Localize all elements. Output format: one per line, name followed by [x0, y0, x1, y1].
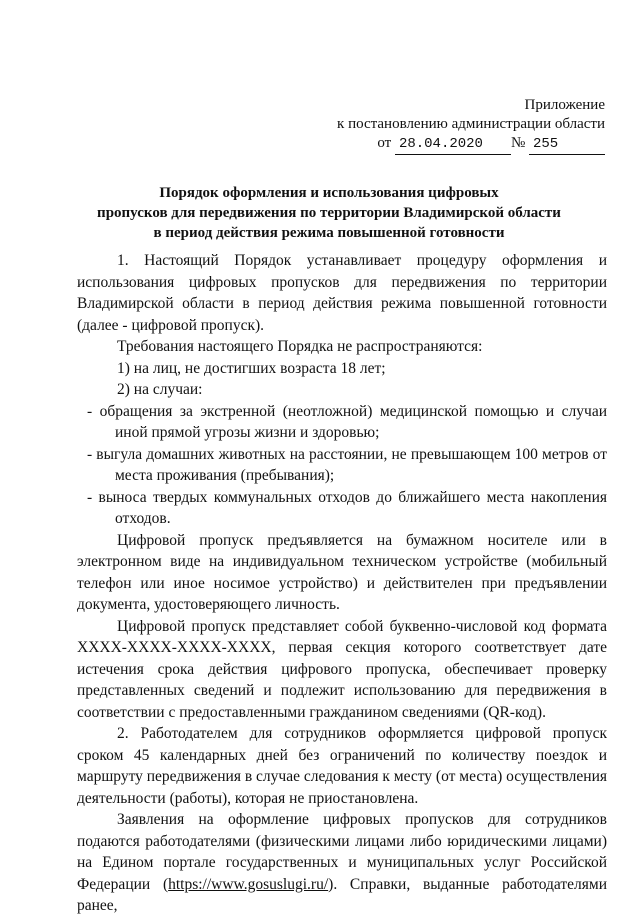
exception-item-2: 2) на случаи:	[117, 381, 203, 398]
gosuslugi-link[interactable]: https://www.gosuslugi.ru/	[168, 875, 329, 893]
number-label: №	[510, 135, 526, 151]
paragraph-applications	[77, 809, 607, 917]
document-title	[40, 183, 618, 243]
document-body	[77, 250, 607, 917]
title-line-1: Порядок оформления и использования цифровых	[159, 185, 499, 201]
resolution-number: 255	[529, 135, 605, 155]
title-line-3: в период действия режима повышенной готовности	[153, 225, 505, 241]
title-line-2: пропусков для передвижения по территории Владимирской области	[97, 205, 561, 221]
bullet-medical: - обращения за экстренной (неотложной) медицинской помощью и случаи иной прямой угрозы жизни и здоровью;	[87, 402, 607, 441]
exception-item-1: 1) на лиц, не достигших возраста 18 лет;	[117, 359, 386, 377]
appendix-header	[337, 96, 605, 155]
bullet-waste: - выноса твердых коммунальных отходов до ближайшего места накопления отходов.	[87, 488, 607, 527]
paragraph-code-format: Цифровой пропуск представляет собой буквенно-числовой код формата XXXX-XXXX-XXXX-XXXX, первая секция которого соответствует дате истечения срока действия цифрового пропуска, обеспечивает проверку представленных сведений и подлежит использованию для передвижения в соответствии с предоставленными гражданином сведениями (QR-код).	[77, 617, 607, 721]
resolution-date: 28.04.2020	[395, 135, 511, 155]
paragraph-presentation: Цифровой пропуск предъявляется на бумажном носителе или в электронном виде на индивидуальном техническом устройстве (мобильный телефон или иное носимое устройство) и действителен при предъявлении документа, удостоверяющего личность.	[77, 531, 607, 613]
applications-text-start: Заявления на оформление цифровых пропусков для сотрудников подаются работодателями (физическими лицами либо юридическими лицами) на Едином портале государственных и муниципальных услуг Российской Федерации (	[77, 811, 607, 893]
bullet-pets: - выгула домашних животных на расстоянии, не превышающем 100 метров от места проживания (пребывания);	[87, 445, 607, 484]
resolution-date-number	[337, 134, 605, 155]
applications-text-end: ). Справки, выданные работодателями ранее,	[77, 875, 607, 914]
paragraph-2: 2. Работодателем для сотрудников оформляется цифровой пропуск сроком 45 календарных дней без ограничений по количеству поездок и маршруту передвижения в случае следования к месту (от места) осуществления деятельности (работы), которая не приостановлена.	[77, 725, 607, 807]
appendix-label: Приложение	[524, 97, 605, 113]
date-from-label: от	[377, 135, 392, 151]
paragraph-requirements: Требования настоящего Порядка не распространяются:	[117, 338, 483, 355]
resolution-reference: к постановлению администрации области	[337, 116, 605, 132]
paragraph-1: 1. Настоящий Порядок устанавливает процедуру оформления и использования цифровых пропусков для передвижения по территории Владимирской области в период действия режима повышенной готовности (далее - цифровой пропуск).	[77, 252, 607, 334]
